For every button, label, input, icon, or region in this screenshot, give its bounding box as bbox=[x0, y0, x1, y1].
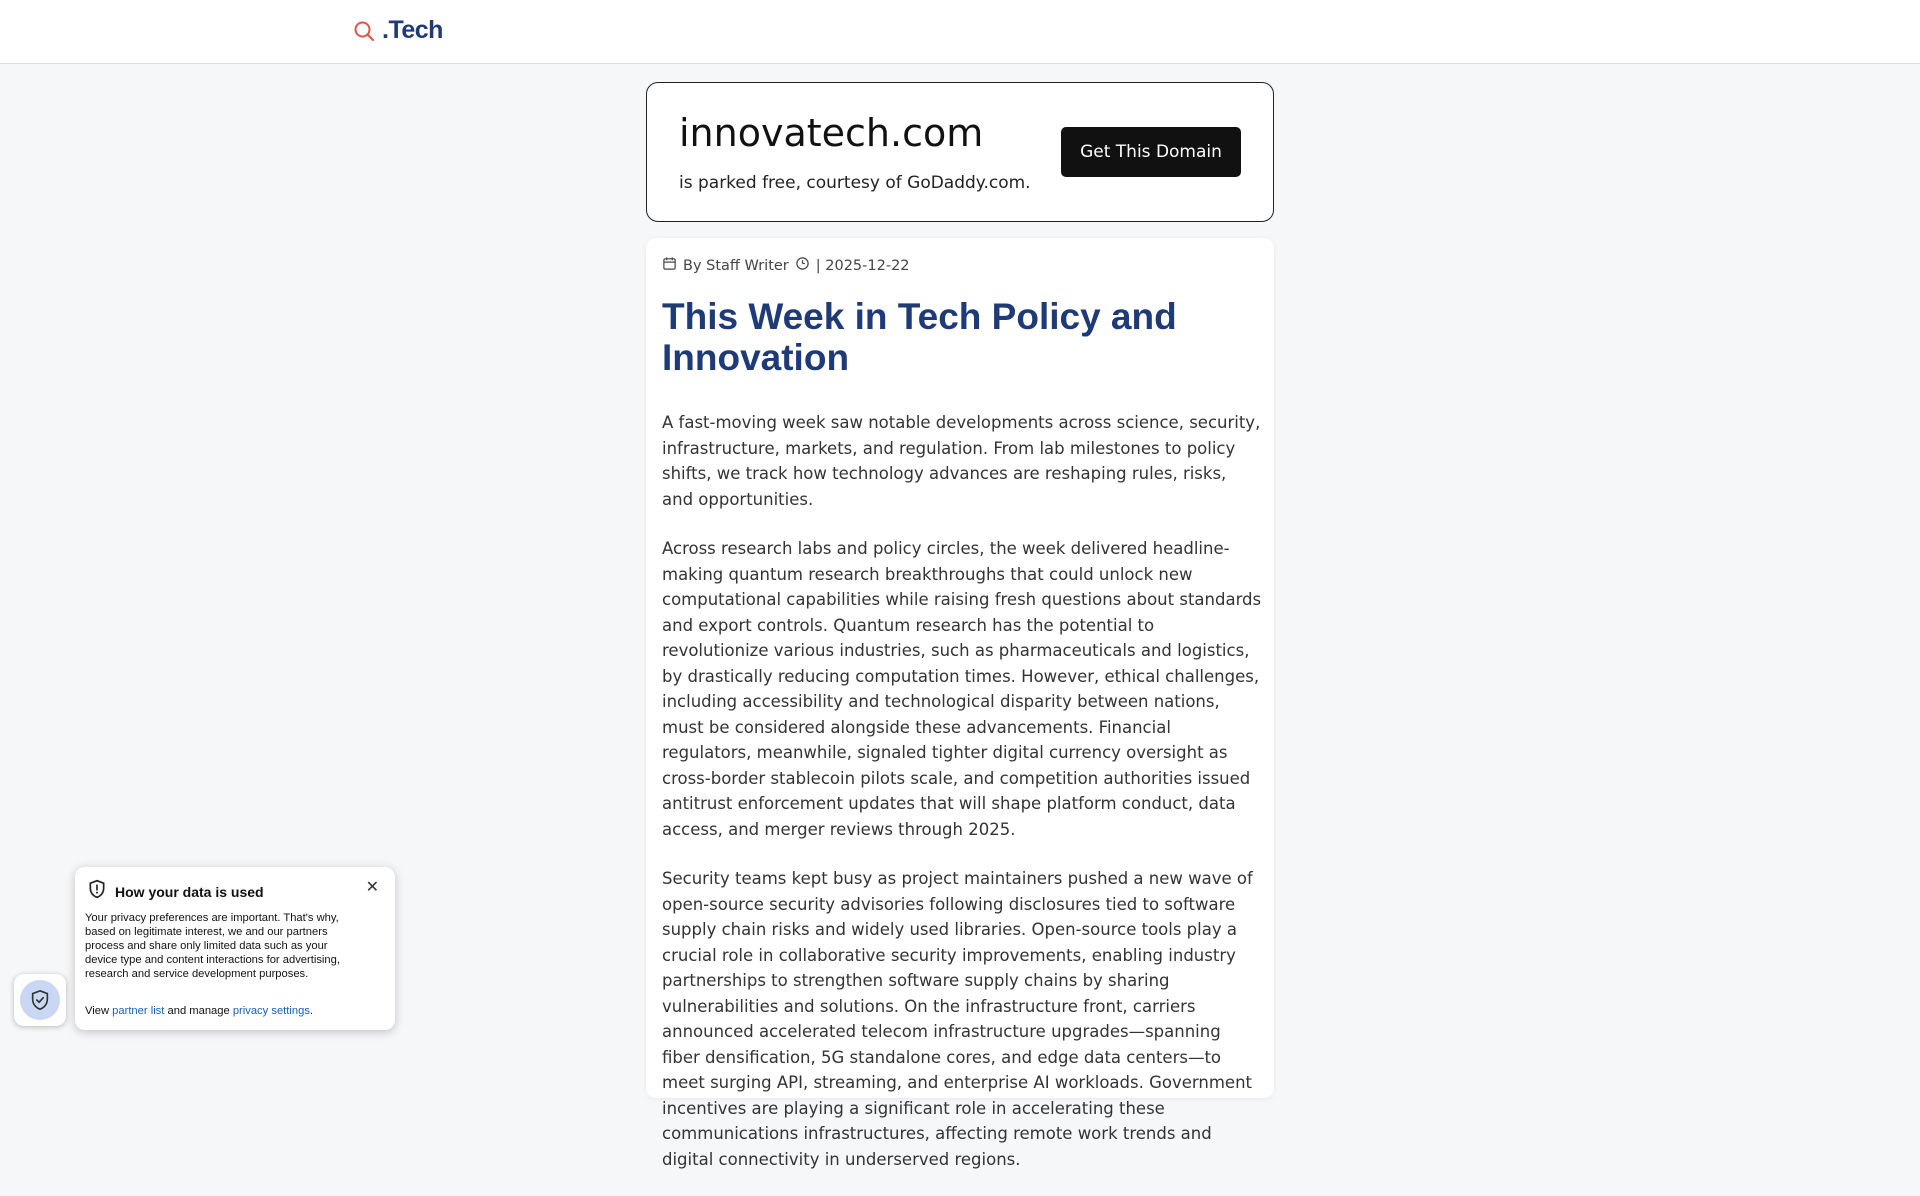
shield-check-icon bbox=[20, 980, 60, 1020]
article-paragraph: Security teams kept busy as project maintainers pushed a new wave of open-source security advisories following disclosures tied to software supply chain risks and widely used libraries. Open-source tools play a crucial role in collaborative security improvements, enabling industry partnerships to strengthen software supply chains by sharing vulnerabilities and solutions. On the infrastructure front, carriers announced accelerated telecom infrastructure upgrades—spanning fiber densification, 5G standalone cores, and edge data centers—to meet surging API, streaming, and enterprise AI workloads. Government incentives are playing a significant role in accelerating these communications infrastructures, affecting remote work trends and digital connectivity in underserved regions. bbox=[662, 869, 1253, 1169]
close-icon[interactable]: ✕ bbox=[365, 879, 379, 896]
privacy-popup-title: How your data is used bbox=[115, 883, 264, 900]
brand-logo[interactable] bbox=[352, 16, 443, 45]
partner-list-link[interactable]: partner list bbox=[112, 1005, 165, 1017]
privacy-popup bbox=[75, 867, 395, 1030]
article-title: This Week in Tech Policy and Innovation bbox=[662, 296, 1177, 378]
privacy-settings-button[interactable] bbox=[14, 974, 66, 1026]
privacy-foot-prefix: View bbox=[85, 1005, 113, 1017]
article-date: | 2025-12-22 bbox=[815, 257, 910, 274]
article-meta bbox=[662, 256, 910, 275]
privacy-popup-footer bbox=[85, 1005, 313, 1017]
clock-icon bbox=[795, 256, 810, 275]
article-paragraph: A fast-moving week saw notable developments across science, security, infrastructure, markets, and regulation. From lab milestones to policy shifts, we track how technology advances are reshaping rules, risks, and opportunities. bbox=[662, 413, 1261, 509]
privacy-foot-middle: and manage bbox=[164, 1005, 233, 1017]
article-paragraph: Across research labs and policy circles, the week delivered headline-making quantum research breakthroughs that could unlock new computational capabilities while raising fresh questions about standards and export controls. Quantum research has the potential to revolutionize various industries, such as pharmaceuticals and logistics, by drastically reducing computation times. However, ethical challenges, including accessibility and technological disparity between nations, must be considered alongside these advancements. Financial regulators, meanwhile, signaled tighter digital currency oversight as cross-border stablecoin pilots scale, and competition authorities issued antitrust enforcement updates that will shape platform conduct, data access, and merger reviews through 2025. bbox=[662, 539, 1262, 839]
search-icon[interactable] bbox=[352, 19, 376, 43]
domain-subtitle: is parked free, courtesy of GoDaddy.com. bbox=[679, 173, 1031, 193]
shield-icon bbox=[87, 879, 107, 904]
privacy-settings-link[interactable]: privacy settings bbox=[232, 1005, 310, 1017]
privacy-popup-header bbox=[87, 879, 264, 904]
article-byline: By Staff Writer bbox=[683, 257, 789, 274]
article-body bbox=[662, 410, 1262, 1196]
get-domain-button[interactable]: Get This Domain bbox=[1061, 127, 1241, 177]
top-bar bbox=[0, 0, 1920, 64]
domain-card bbox=[646, 82, 1274, 222]
privacy-foot-suffix: . bbox=[309, 1005, 314, 1017]
privacy-popup-body: Your privacy preferences are important. That's why, based on legitimate interest, we and our partners process and share only limited data such as your device type and content interactions for advertising, research and service development purposes. bbox=[85, 912, 340, 980]
calendar-icon bbox=[662, 256, 677, 275]
domain-name: innovatech.com bbox=[679, 111, 984, 155]
brand-text: .Tech bbox=[382, 16, 443, 44]
article-card bbox=[646, 238, 1274, 1169]
